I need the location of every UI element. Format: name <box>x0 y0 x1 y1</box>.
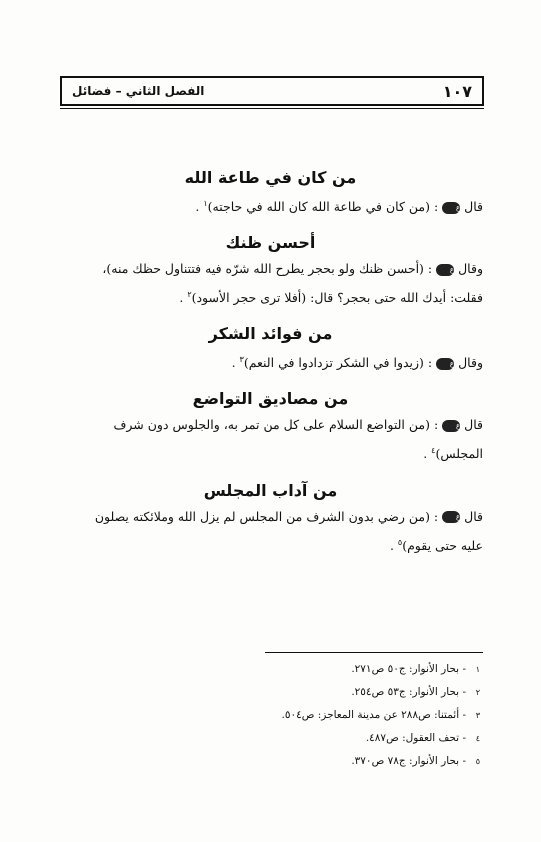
footnote-item <box>240 750 480 773</box>
said-word: قال <box>464 417 483 433</box>
paragraph-line <box>58 347 483 376</box>
footnote-separator <box>265 652 483 653</box>
footnote-item <box>240 704 480 727</box>
footnote-text: - تحف العقول: ص٤٨٧. <box>365 732 466 744</box>
footnote-text: - بحار الأنوار: ج٥٠ ص٢٧١. <box>351 663 466 675</box>
page-header <box>60 76 484 106</box>
footnote-item <box>240 658 480 681</box>
section-heading: من مصاديق التواضع <box>192 389 349 409</box>
line-end: . <box>231 355 240 371</box>
quote-text: فقلت: أيدك الله حتى بحجر؟ قال: (أفلا ترى حجر الأسود) <box>191 290 483 306</box>
salutation-icon: ع <box>436 264 454 276</box>
paragraph-line <box>58 282 483 311</box>
paragraph-line <box>58 191 483 220</box>
quote-text: : (زيدوا في الشكر تزدادوا في النعم) <box>243 355 433 371</box>
footnote-ref: ٥ <box>397 537 403 547</box>
line-end: . <box>389 537 398 553</box>
quote-text: : (من رضي بدون الشرف من المجلس لم يزل الله وملائكته يصلون <box>94 508 439 524</box>
section-heading: من فوائد الشكر <box>208 324 333 344</box>
said-word: وقال <box>458 261 483 277</box>
header-rule <box>60 108 484 109</box>
quote-text: : (من التواضع السلام على كل من تمر به، والجلوس دون شرف <box>113 417 439 433</box>
quote-text: عليه حتى يقوم) <box>402 537 483 553</box>
line-end: . <box>195 199 204 215</box>
chapter-title: الفصل الثاني – فضائل <box>72 84 205 98</box>
quote-text: المجلس) <box>435 446 483 462</box>
quote-text: : (أحسن ظنك ولو بحجر يطرح الله شرّه فيه فتتناول حظك منه)، <box>102 261 433 277</box>
paragraph-line <box>58 504 483 530</box>
footnote-ref: ١ <box>203 199 208 208</box>
paragraph-line <box>58 412 483 438</box>
page-number: ١٠٧ <box>442 81 472 101</box>
line-end: . <box>179 290 188 306</box>
said-word: قال <box>464 199 483 215</box>
salutation-icon: ع <box>436 358 454 370</box>
footnote-number: ١ <box>475 665 480 674</box>
said-word: وقال <box>458 355 483 371</box>
footnote-ref: ٣ <box>239 355 244 365</box>
footnote-ref: ٤ <box>431 446 436 456</box>
footnote-number: ٢ <box>475 688 480 697</box>
footnote-number: ٥ <box>475 757 480 766</box>
footnote-item <box>240 681 480 704</box>
paragraph-line <box>58 438 483 467</box>
footnotes <box>240 658 480 773</box>
section-heading: من آداب المجلس <box>203 480 338 500</box>
said-word: قال <box>464 508 483 524</box>
footnote-number: ٣ <box>475 711 480 720</box>
salutation-icon: ع <box>442 420 460 432</box>
footnote-text: - بحار الأنوار: ج٧٨ ص٣٧٠. <box>351 755 466 767</box>
footnote-text: - بحار الأنوار: ج٥٣ ص٢٥٤. <box>351 686 466 698</box>
quote-text: : (من كان في طاعة الله كان الله في حاجته) <box>207 199 439 215</box>
page-body <box>58 165 483 559</box>
paragraph-line <box>58 530 483 559</box>
salutation-icon: ع <box>442 511 460 523</box>
salutation-icon: ع <box>442 202 460 214</box>
footnote-number: ٤ <box>475 734 480 743</box>
footnote-item <box>240 727 480 750</box>
section-heading: أحسن ظنك <box>225 233 316 253</box>
line-end: . <box>423 446 432 462</box>
section-heading: من كان في طاعة الله <box>184 168 357 187</box>
footnote-text: - أئمتنا: ص٢٨٨ عن مدينة المعاجز: ص٥٠٤. <box>281 709 466 721</box>
paragraph-line <box>58 256 483 282</box>
footnote-ref: ٢ <box>187 290 192 300</box>
